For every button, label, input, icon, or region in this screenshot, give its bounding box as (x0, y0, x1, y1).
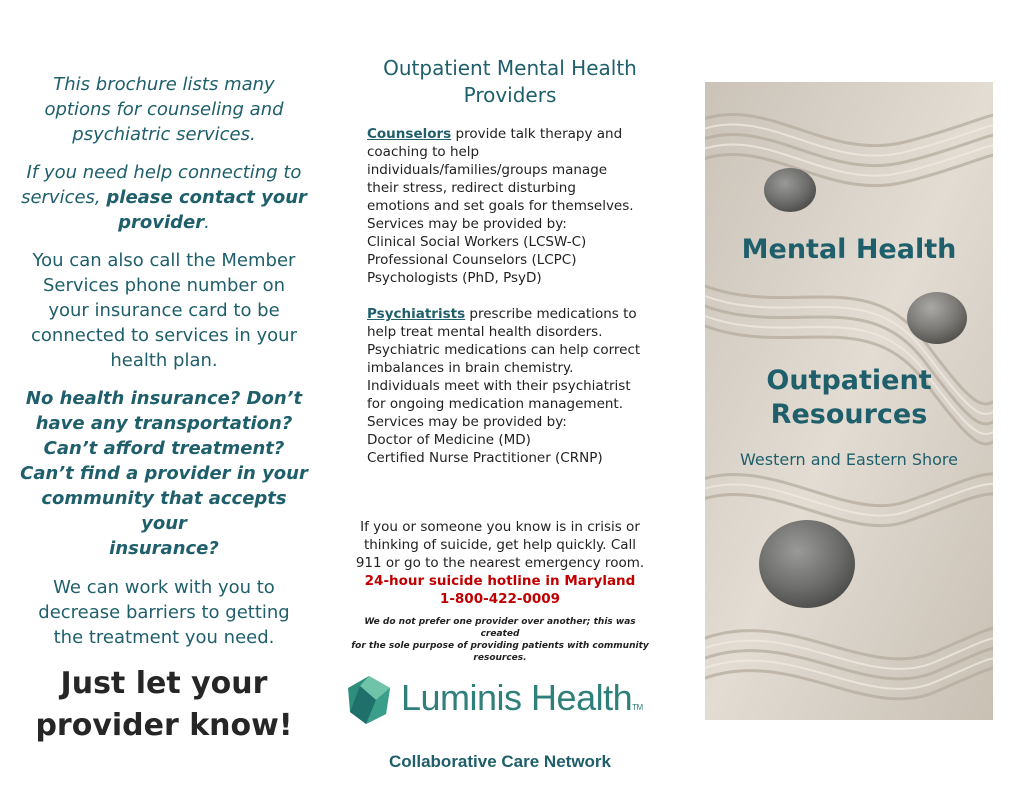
crisis-notice (345, 518, 655, 608)
logo-text: Luminis Health (401, 677, 633, 718)
desc-line: emotions and set goals for themselves. (367, 198, 634, 214)
member-line: your insurance card to be (48, 300, 280, 321)
barriers-line: the treatment you need. (53, 627, 275, 648)
member-line: connected to services in your (31, 325, 297, 346)
stone-small-icon (764, 168, 816, 212)
member-line: health plan. (110, 350, 218, 371)
cta-line: Just let your (60, 666, 268, 701)
desc-line: coaching to help (367, 144, 480, 160)
call-to-action (18, 663, 310, 747)
desc-line: for ongoing medication management. (367, 396, 624, 412)
member-services-text (18, 248, 310, 373)
desc-line: their stress, redirect disturbing (367, 180, 576, 196)
desc-line: Professional Counselors (LCPC) (367, 252, 577, 268)
barriers-line: decrease barriers to getting (38, 602, 290, 623)
question-line: No health insurance? Don’t (25, 388, 303, 409)
intro-line: options for counseling and (44, 99, 284, 120)
desc-line: Clinical Social Workers (LCSW-C) (367, 234, 587, 250)
barriers-text (18, 575, 310, 650)
psychiatrists-term: Psychiatrists (367, 306, 466, 322)
barriers-line: We can work with you to (53, 577, 275, 598)
help-line (18, 185, 310, 210)
counselors-term: Counselors (367, 126, 452, 142)
help-text-bold: provider (118, 212, 205, 233)
cover-title: Mental Health (741, 234, 957, 265)
desc-line (367, 125, 657, 143)
counselors-section (367, 125, 657, 287)
luminis-health-logo (346, 672, 666, 728)
intro-line: psychiatric services. (72, 124, 256, 145)
crisis-line: If you or someone you know is in crisis or (360, 519, 640, 535)
desc-line: individuals/families/groups manage (367, 162, 608, 178)
trademark: TM (632, 703, 643, 712)
logo-mark-icon (346, 674, 392, 726)
cover-region: Western and Eastern Shore (740, 450, 958, 469)
stone-large-icon (759, 520, 855, 608)
logo-wordmark (401, 674, 643, 732)
stone-medium-icon (907, 292, 967, 344)
help-text-plain: . (204, 212, 210, 233)
question-line: Can’t find a provider in your (20, 463, 308, 484)
desc-line: Individuals meet with their psychiatrist (367, 378, 631, 394)
heading-line: Providers (463, 83, 557, 107)
left-column (18, 72, 310, 747)
intro-line: This brochure lists many (53, 74, 275, 95)
desc-line: Psychologists (PhD, PsyD) (367, 270, 542, 286)
disclaimer (345, 616, 655, 664)
desc-line: Certified Nurse Practitioner (CRNP) (367, 450, 603, 466)
crisis-line: thinking of suicide, get help quickly. Call (363, 537, 637, 553)
subtitle-line: Outpatient (766, 365, 932, 396)
desc-line: Psychiatric medications can help correct (367, 342, 641, 358)
providers-description (367, 125, 657, 485)
providers-heading (362, 55, 658, 109)
psychiatrists-section (367, 305, 657, 467)
disclaimer-line: resources. (473, 653, 527, 663)
desc-line: help treat mental health disorders. (367, 324, 603, 340)
cta-line: provider know! (35, 708, 293, 743)
desc-line (367, 305, 657, 323)
desc-line: Services may be provided by: (367, 414, 567, 430)
help-text-bold: please contact your (106, 187, 307, 208)
help-text (18, 160, 310, 235)
desc-line: Doctor of Medicine (MD) (367, 432, 531, 448)
help-line (18, 210, 310, 235)
hotline-number: 1-800-422-0009 (439, 591, 561, 607)
disclaimer-line: for the sole purpose of providing patients with community (351, 641, 649, 651)
question-line: have any transportation? (35, 413, 293, 434)
question-line: community that accepts your (41, 488, 287, 534)
cover-panel (705, 82, 993, 720)
subtitle-line: Resources (770, 399, 928, 430)
crisis-line: 911 or go to the nearest emergency room. (355, 555, 645, 571)
heading-line: Outpatient Mental Health (383, 56, 637, 80)
hotline-label: 24-hour suicide hotline in Maryland (364, 573, 636, 589)
questions-text (18, 386, 310, 561)
disclaimer-line: We do not prefer one provider over another; this was created (364, 617, 636, 639)
help-text-plain: services, (21, 187, 107, 208)
member-line: You can also call the Member (32, 250, 296, 271)
desc-line: imbalances in brain chemistry. (367, 360, 574, 376)
desc-line: Services may be provided by: (367, 216, 567, 232)
desc-text: provide talk therapy and (451, 126, 623, 142)
member-line: Services phone number on (42, 275, 286, 296)
question-line: insurance? (109, 538, 219, 559)
network-name: Collaborative Care Network (388, 752, 611, 771)
question-line: Can’t afford treatment? (43, 438, 285, 459)
cover-subtitle (705, 364, 993, 432)
intro-text (18, 72, 310, 147)
desc-text: prescribe medications to (465, 306, 637, 322)
help-line: If you need help connecting to (26, 162, 302, 183)
